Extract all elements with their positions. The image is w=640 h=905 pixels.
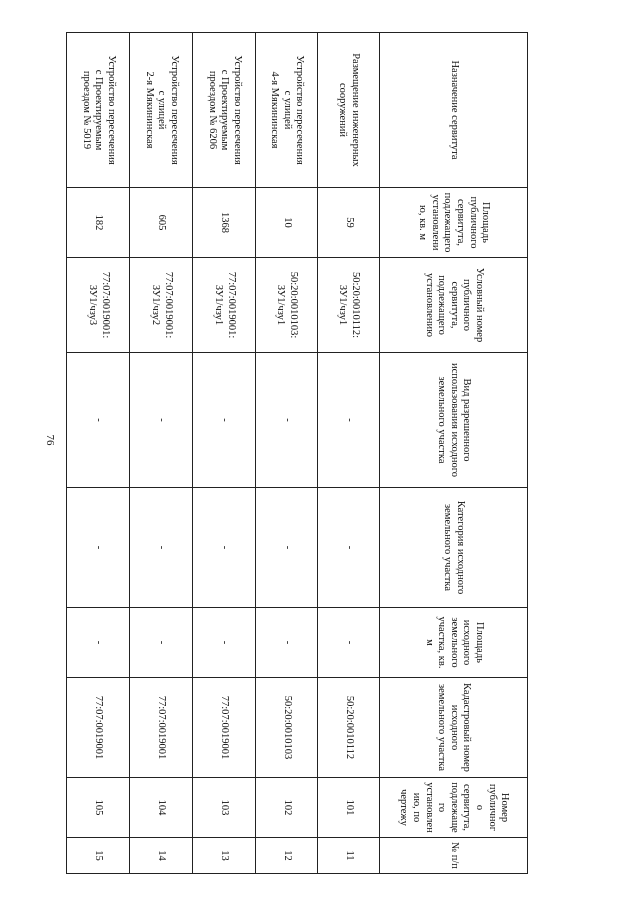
header-purpose: Назначение сервитута [380, 33, 528, 188]
cell-category: - [193, 488, 256, 608]
cell-drawing-number: 102 [256, 778, 318, 838]
cell-permitted-use: - [130, 353, 193, 488]
cell-conditional-number: 77:07:0019001: ЗУ1/чзу1 [193, 258, 256, 353]
table-row [256, 33, 318, 874]
cell-category: - [256, 488, 318, 608]
cell-drawing-number: 104 [130, 778, 193, 838]
cell-servitude-area: 182 [67, 188, 130, 258]
cell-index: 13 [193, 838, 256, 874]
servitude-table-rotated [67, 32, 528, 873]
header-cadastral-number: Кадастровый номер исходного земельного участка [380, 678, 528, 778]
servitude-table-container [67, 32, 528, 873]
servitude-table [66, 32, 528, 874]
table-header-row [380, 33, 528, 874]
cell-servitude-area: 10 [256, 188, 318, 258]
cell-cadastral-number: 77:07:0019001 [67, 678, 130, 778]
cell-plot-area: - [130, 608, 193, 678]
cell-category: - [130, 488, 193, 608]
cell-plot-area: - [318, 608, 380, 678]
cell-purpose: Устройство пересечения с улицей 4-я Мякининская [256, 33, 318, 188]
cell-purpose: Размещение инженерных сооружений [318, 33, 380, 188]
cell-plot-area: - [256, 608, 318, 678]
cell-cadastral-number: 50:20:0010103 [256, 678, 318, 778]
header-permitted-use: Вид разрешенного использования исходного земельного участка [380, 353, 528, 488]
cell-index: 12 [256, 838, 318, 874]
header-drawing-number: Номер публичного сервитута, подлежащего установлению, по чертежу [380, 778, 528, 838]
cell-purpose: Устройство пересечения с улицей 2-я Мякининская [130, 33, 193, 188]
cell-plot-area: - [67, 608, 130, 678]
cell-cadastral-number: 50:20:0010112 [318, 678, 380, 778]
table-row [67, 33, 130, 874]
cell-drawing-number: 103 [193, 778, 256, 838]
cell-servitude-area: 1368 [193, 188, 256, 258]
header-index: № п/п [380, 838, 528, 874]
header-category: Категория исходного земельного участка [380, 488, 528, 608]
table-row [130, 33, 193, 874]
cell-conditional-number: 50:20:0010112: ЗУ1/чзу1 [318, 258, 380, 353]
cell-drawing-number: 105 [67, 778, 130, 838]
cell-conditional-number: 77:07:0019001: ЗУ1/чзу3 [67, 258, 130, 353]
table-row [318, 33, 380, 874]
cell-drawing-number: 101 [318, 778, 380, 838]
cell-purpose: Устройство пересечения с Проектируемым проездом № 6206 [193, 33, 256, 188]
header-servitude-area: Площадь публичного сервитута, подлежащего установлению, кв. м [380, 188, 528, 258]
cell-category: - [318, 488, 380, 608]
page-number: 76 [44, 434, 56, 446]
cell-permitted-use: - [256, 353, 318, 488]
cell-category: - [67, 488, 130, 608]
header-plot-area: Площадь исходного земельного участка, кв. м [380, 608, 528, 678]
cell-index: 11 [318, 838, 380, 874]
cell-plot-area: - [193, 608, 256, 678]
cell-cadastral-number: 77:07:0019001 [193, 678, 256, 778]
cell-permitted-use: - [67, 353, 130, 488]
cell-purpose: Устройство пересечения с Проектируемым проездом № 5019 [67, 33, 130, 188]
cell-cadastral-number: 77:07:0019001 [130, 678, 193, 778]
cell-conditional-number: 77:07:0019001: ЗУ1/чзу2 [130, 258, 193, 353]
cell-conditional-number: 50:20:0010103: ЗУ1/чзу1 [256, 258, 318, 353]
cell-permitted-use: - [318, 353, 380, 488]
table-row [193, 33, 256, 874]
cell-permitted-use: - [193, 353, 256, 488]
cell-servitude-area: 605 [130, 188, 193, 258]
header-conditional-number: Условный номер публичного сервитута, подлежащего установлению [380, 258, 528, 353]
cell-servitude-area: 59 [318, 188, 380, 258]
cell-index: 15 [67, 838, 130, 874]
cell-index: 14 [130, 838, 193, 874]
